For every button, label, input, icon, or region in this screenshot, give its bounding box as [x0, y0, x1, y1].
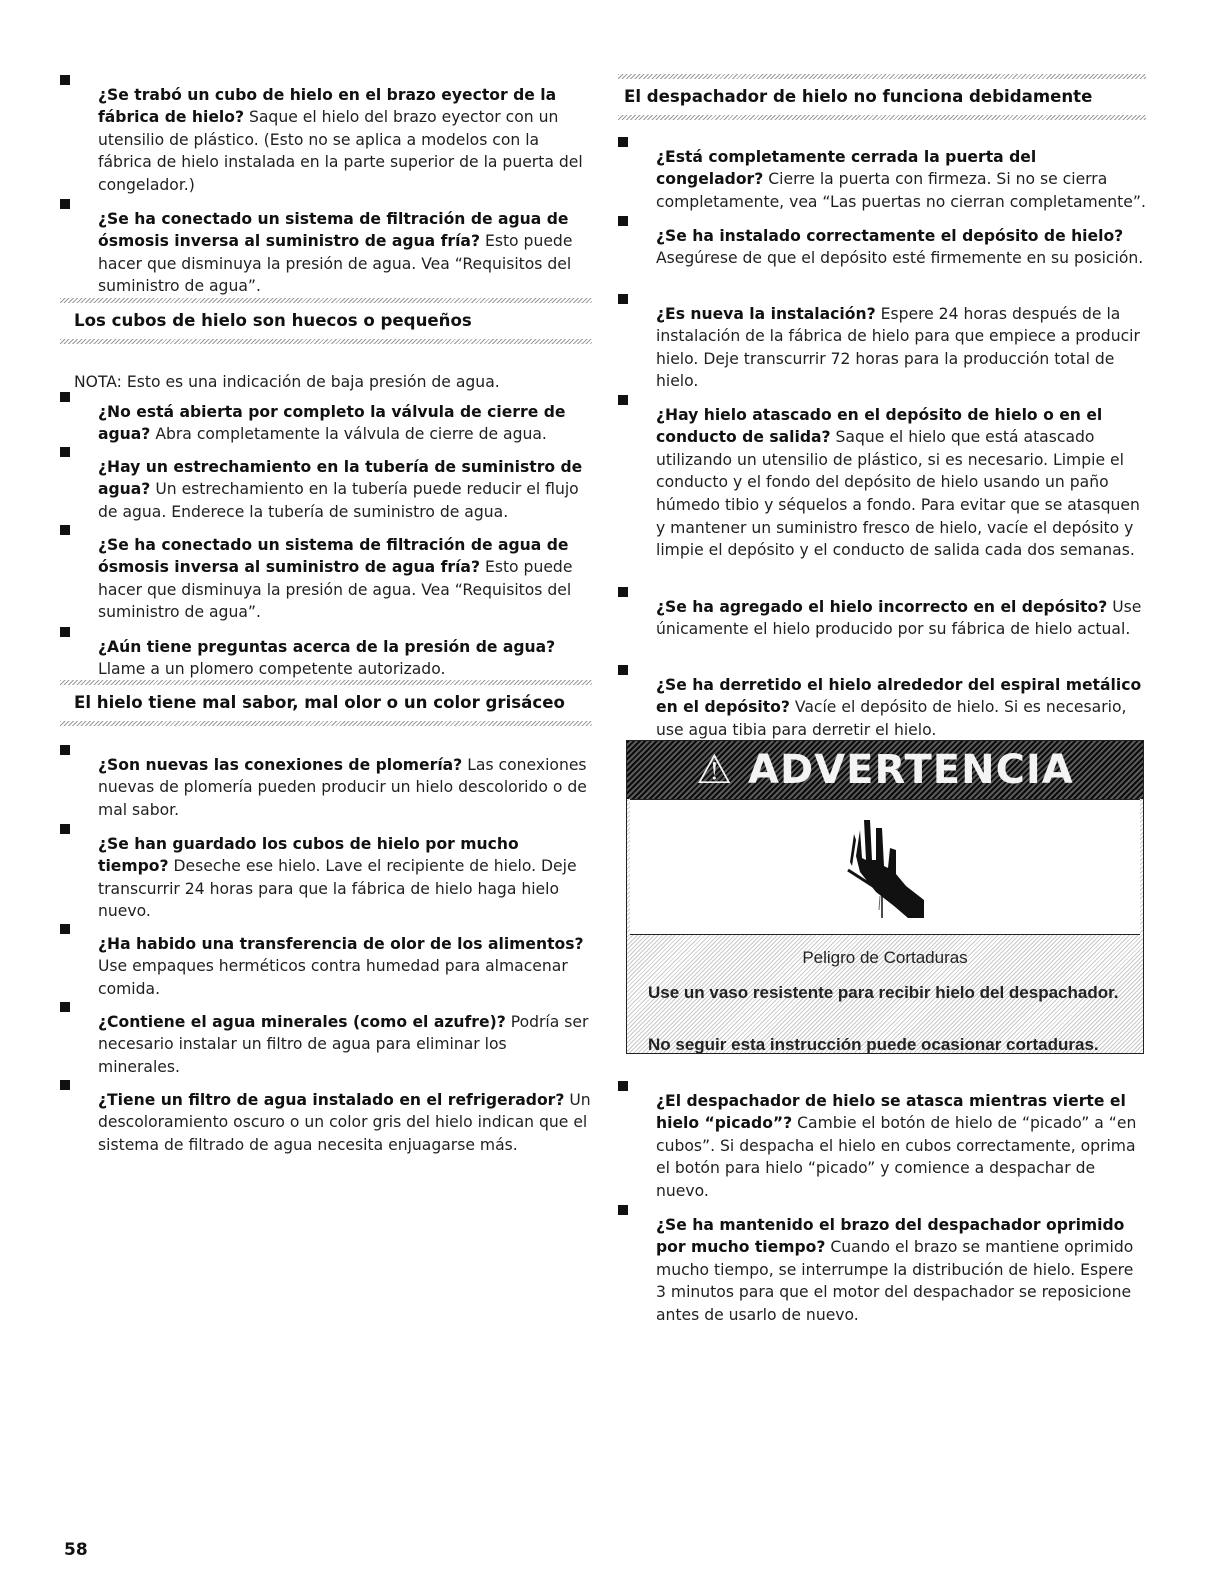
- bullet-icon: [618, 1081, 628, 1091]
- item-answer: Cuando el brazo se mantiene oprimido mucho tiempo, se interrumpe la distribución de hielo. Espere 3 minutos para que el motor del despachador se reposicione antes de usarlo de nuevo.: [656, 1238, 1134, 1324]
- item-question: ¿Se ha mantenido el brazo del despachador oprimido por mucho tiempo?: [656, 1215, 1125, 1257]
- section-heading-text: Los cubos de hielo son huecos o pequeños: [74, 311, 472, 330]
- item-answer: Espere 24 horas después de la instalación de la fábrica de hielo para que empiece a producir hielo. Deje transcurrir 72 horas para la producción total de hielo.: [656, 304, 1140, 391]
- bullet-icon: [60, 824, 70, 834]
- section-heading-text: El despachador de hielo no funciona debidamente: [624, 87, 1093, 106]
- item-question: ¿Hay hielo atascado en el depósito de hielo o en el conducto de salida?: [656, 405, 1103, 447]
- item-answer: Llame a un plomero competente autorizado.: [98, 660, 446, 679]
- bullet-icon: [60, 1002, 70, 1012]
- item-answer: Asegúrese de que el depósito esté firmemente en su posición.: [656, 249, 1144, 268]
- item-question: ¿Hay un estrechamiento en la tubería de suministro de agua?: [98, 457, 583, 499]
- bullet-icon: [618, 137, 628, 147]
- item-answer: Cambie el botón de hielo de “picado” a “en cubos”. Si despacha el hielo en cubos correctamente, oprima el botón para hielo “picado” y comience a despachar de nuevo.: [656, 1114, 1137, 1200]
- cut-hand-hazard-icon: [846, 810, 926, 922]
- heading-rule: [618, 115, 1146, 120]
- item-question: ¿Se ha derretido el hielo alrededor del espiral metálico en el depósito?: [656, 675, 1142, 717]
- item-answer: Un estrechamiento en la tubería puede reducir el flujo de agua. Enderece la tubería de suministro de agua.: [98, 480, 579, 521]
- item-answer: Abra completamente la válvula de cierre de agua.: [155, 425, 547, 444]
- item-answer: Las conexiones nuevas de plomería pueden producir un hielo descolorido o de mal sabor.: [98, 755, 587, 819]
- item-question: ¿Tiene un filtro de agua instalado en el refrigerador?: [98, 1090, 565, 1109]
- section-heading: [60, 680, 592, 730]
- warning-icon-area: [630, 799, 1140, 935]
- bullet-icon: [618, 665, 628, 675]
- bullet-icon: [618, 395, 628, 405]
- item-question: ¿Se trabó un cubo de hielo en el brazo eyector de la fábrica de hielo?: [98, 85, 557, 127]
- bullet-icon: [60, 447, 70, 457]
- warning-title: [627, 745, 1143, 795]
- item-answer: Vacíe el depósito de hielo. Si es necesario, use agua tibia para derretir el hielo.: [656, 698, 1127, 739]
- item-answer: Podría ser necesario instalar un filtro de agua para eliminar los minerales.: [98, 1012, 589, 1076]
- item-question: ¿Se ha instalado correctamente el depósito de hielo?: [656, 226, 1124, 245]
- heading-rule: [618, 74, 1146, 79]
- bullet-icon: [60, 745, 70, 755]
- bullet-icon: [60, 924, 70, 934]
- bullet-icon: [60, 75, 70, 85]
- item-answer: Use empaques herméticos contra humedad para almacenar comida.: [98, 957, 568, 998]
- item-question: ¿Se han guardado los cubos de hielo por mucho tiempo?: [98, 834, 519, 876]
- warning-triangle-icon: ⚠: [696, 747, 734, 793]
- item-answer: Cierre la puerta con firmeza. Si no se cierra completamente, vea “Las puertas no cierran completamente”.: [656, 170, 1146, 211]
- warning-body: [630, 934, 1140, 1054]
- bullet-icon: [60, 627, 70, 637]
- bullet-icon: [60, 1080, 70, 1090]
- bullet-icon: [618, 1205, 628, 1215]
- heading-rule: [60, 721, 592, 726]
- bullet-icon: [618, 216, 628, 226]
- item-question: ¿Se ha conectado un sistema de filtración de agua de ósmosis inversa al suministro de agua fría?: [98, 535, 569, 577]
- warning-box: [626, 740, 1144, 1054]
- item-question: ¿No está abierta por completo la válvula de cierre de agua?: [98, 402, 566, 444]
- item-question: ¿Se ha conectado un sistema de filtración de agua de ósmosis inversa al suministro de agua fría?: [98, 209, 569, 251]
- item-answer: Deseche ese hielo. Lave el recipiente de hielo. Deje transcurrir 24 horas para que la fábrica de hielo haga hielo nuevo.: [98, 857, 577, 921]
- item-question: ¿Contiene el agua minerales (como el azufre)?: [98, 1012, 506, 1031]
- item-answer: Use únicamente el hielo producido por su fábrica de hielo actual.: [656, 597, 1142, 639]
- item-answer: Un descoloramiento oscuro o un color gris del hielo indican que el sistema de filtrado de agua necesita enjuagarse más.: [98, 1090, 591, 1154]
- heading-rule: [60, 298, 592, 303]
- warning-header: [627, 741, 1143, 799]
- bullet-icon: [60, 392, 70, 402]
- bullet-icon: [618, 587, 628, 597]
- section-heading-text: El hielo tiene mal sabor, mal olor o un color grisáceo: [74, 693, 565, 712]
- item-question: ¿Son nuevas las conexiones de plomería?: [98, 755, 463, 774]
- item-answer: Esto puede hacer que disminuya la presión de agua. Vea “Requisitos del suministro de agua”.: [98, 232, 573, 296]
- hazard-name: Peligro de Cortaduras: [802, 948, 968, 967]
- section-heading: [60, 298, 592, 348]
- section-heading: [618, 74, 1146, 124]
- bullet-icon: [60, 525, 70, 535]
- bullet-icon: [618, 294, 628, 304]
- bullet-icon: [60, 199, 70, 209]
- item-question: ¿El despachador de hielo se atasca mientras vierte el hielo “picado”?: [656, 1091, 1126, 1133]
- note-text: NOTA: Esto es una indicación de baja presión de agua.: [74, 372, 500, 391]
- heading-rule: [60, 339, 592, 344]
- warning-consequence: No seguir esta instrucción puede ocasionar cortaduras.: [648, 1035, 1099, 1054]
- item-answer: Esto puede hacer que disminuya la presión de agua. Vea “Requisitos del suministro de agua”.: [98, 558, 573, 622]
- item-question: ¿Aún tiene preguntas acerca de la presión de agua?: [98, 637, 556, 656]
- item-question: ¿Es nueva la instalación?: [656, 304, 876, 323]
- warning-title-text: ADVERTENCIA: [748, 747, 1074, 793]
- heading-rule: [60, 680, 592, 685]
- page-number: 58: [64, 1540, 88, 1560]
- item-question: ¿Ha habido una transferencia de olor de los alimentos?: [98, 934, 584, 953]
- item-question: ¿Está completamente cerrada la puerta del congelador?: [656, 147, 1037, 189]
- item-answer: Saque el hielo que está atascado utilizando un utensilio de plástico, si es necesario. Limpie el conducto y el fondo del depósito de hielo usando un paño húmedo tibio y séquelos a fondo. Para evitar que se atasquen y mantener un suministro fresco de hielo, vacíe el depósito y limpie el depósito y el conducto de salida cada dos semanas.: [656, 428, 1140, 560]
- warning-instruction: Use un vaso resistente para recibir hielo del despachador.: [648, 983, 1119, 1002]
- item-question: ¿Se ha agregado el hielo incorrecto en el depósito?: [656, 597, 1108, 616]
- item-answer: Saque el hielo del brazo eyector con un utensilio de plástico. (Esto no se aplica a modelos con la fábrica de hielo instalada en la parte superior de la puerta del congelador.): [98, 108, 583, 194]
